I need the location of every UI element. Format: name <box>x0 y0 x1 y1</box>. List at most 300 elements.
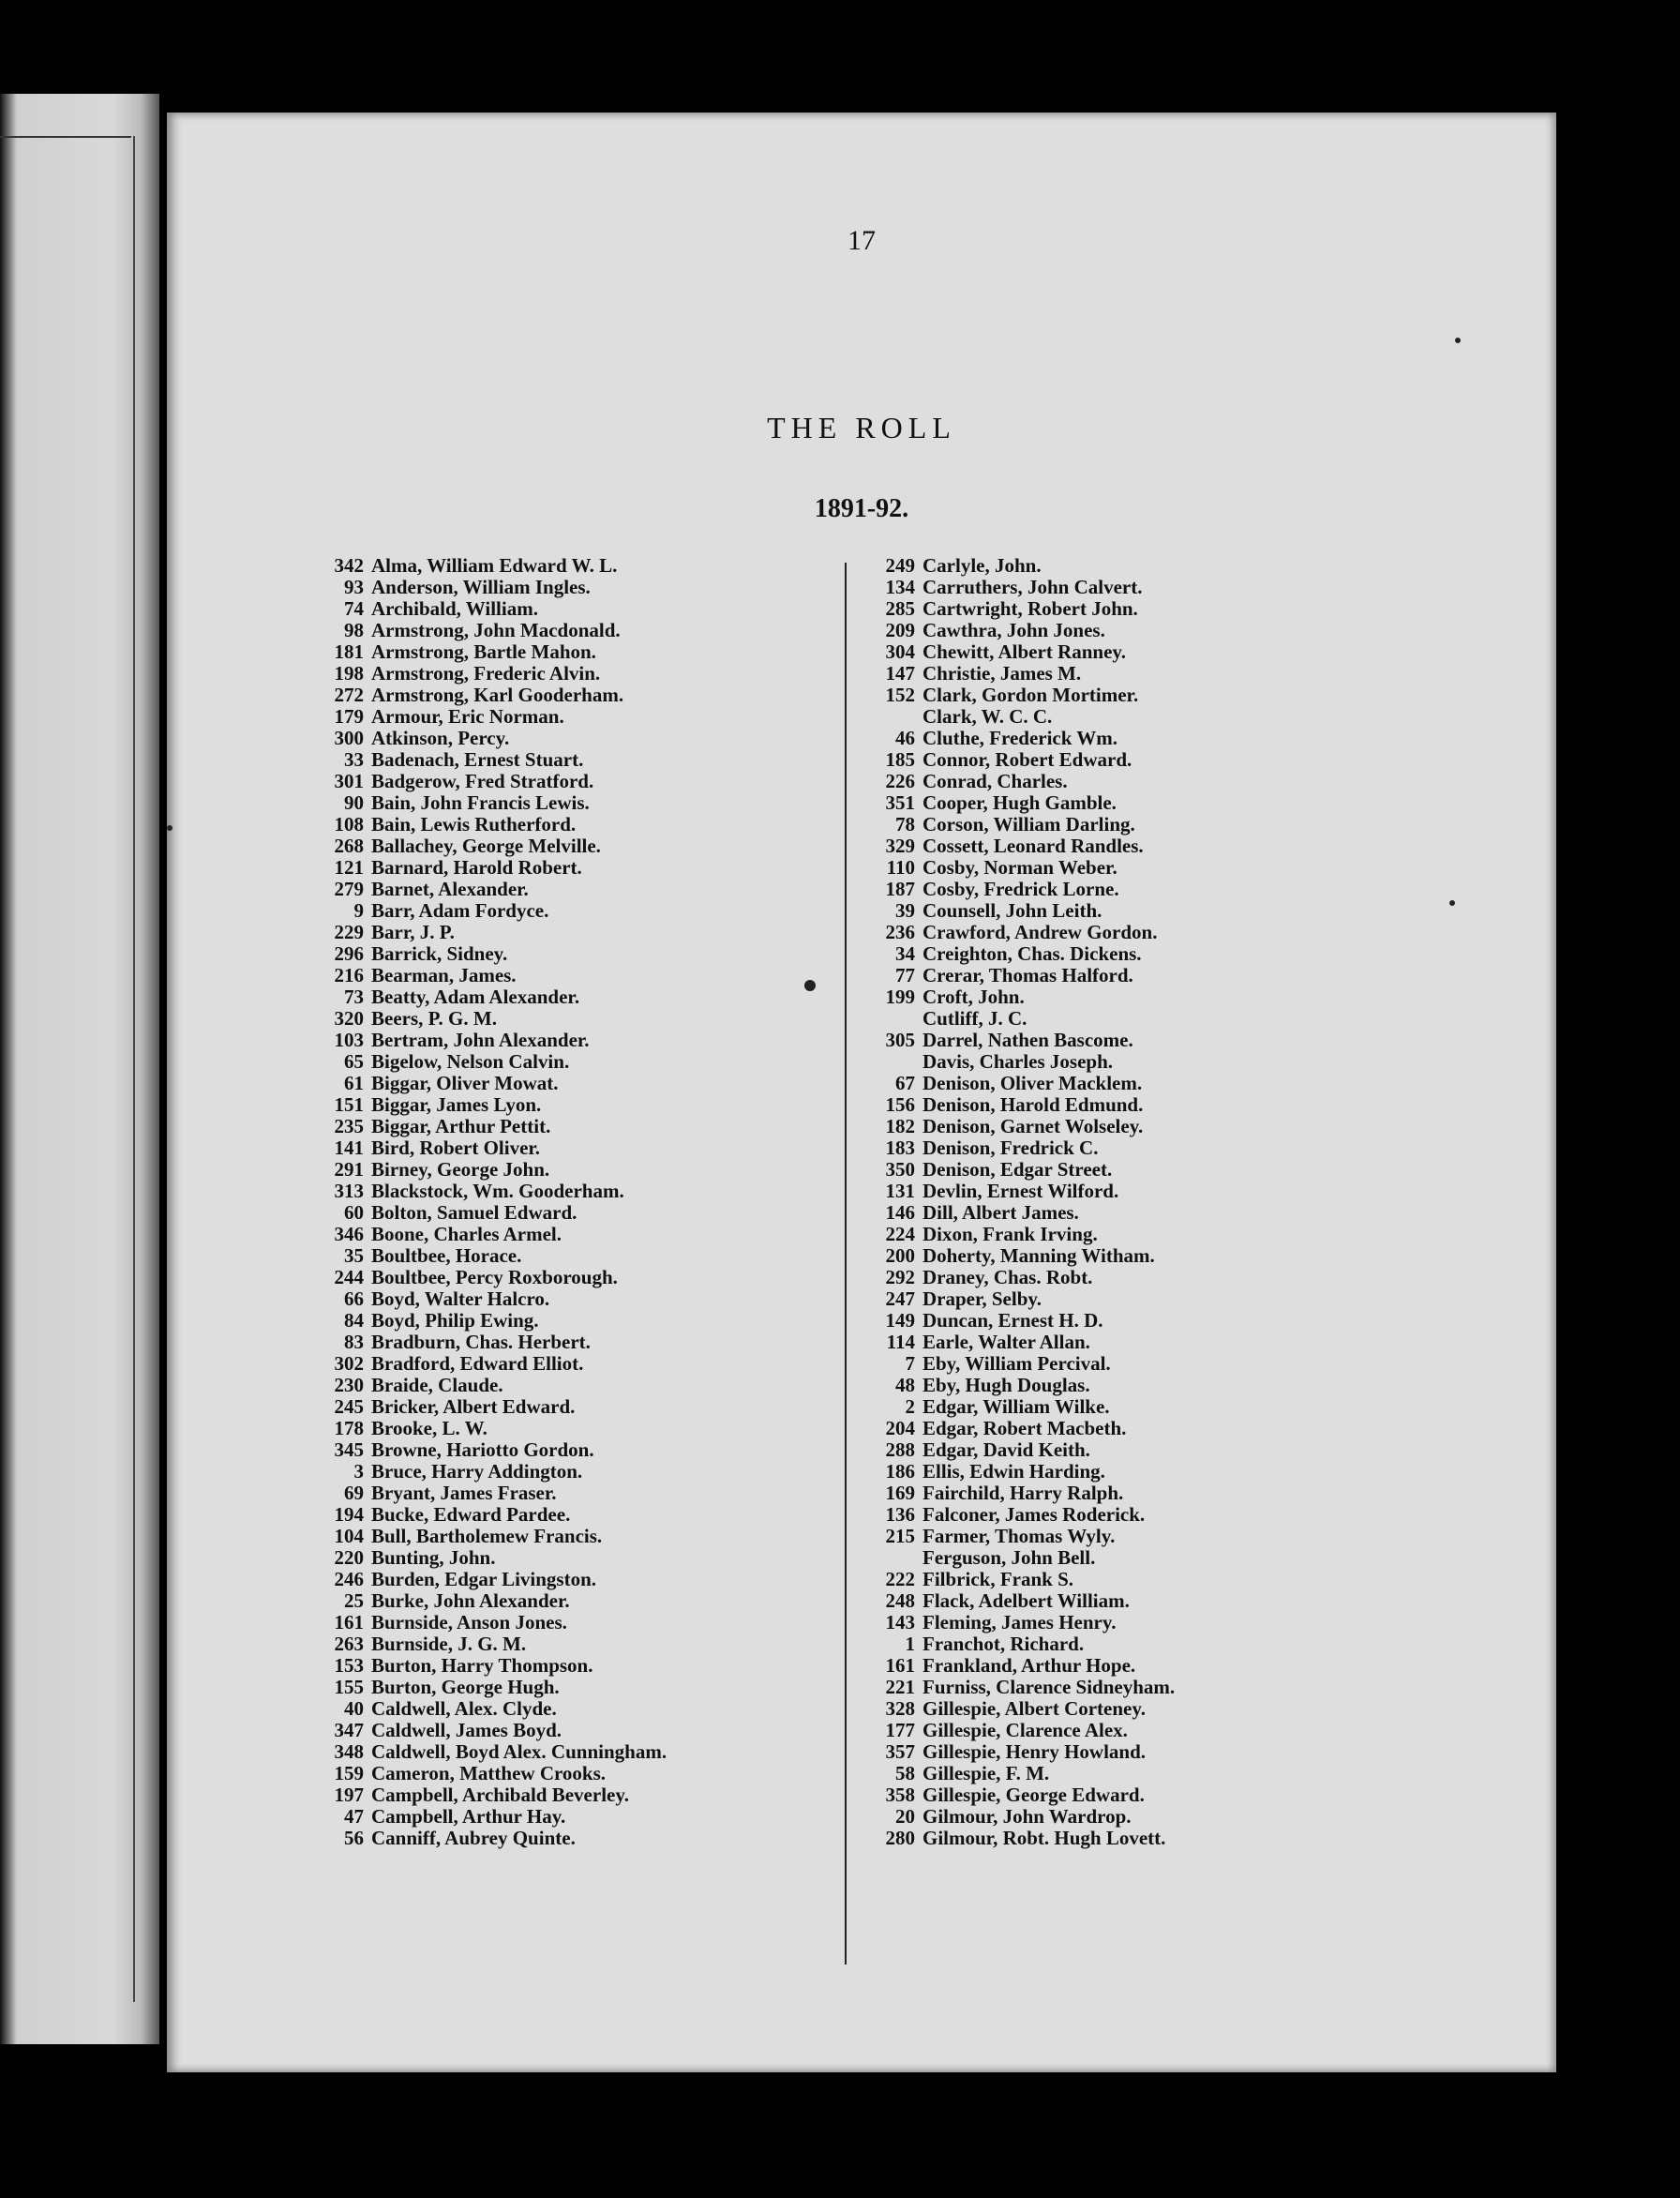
roll-entry <box>279 986 861 1008</box>
page-number: 17 <box>848 225 876 256</box>
roll-name: Bricker, Albert Edward. <box>371 1395 576 1418</box>
roll-name: Edgar, David Keith. <box>922 1438 1090 1461</box>
roll-entry <box>831 943 1506 965</box>
roll-number: 35 <box>344 1244 364 1267</box>
roll-entry <box>279 1008 861 1030</box>
roll-name: Burnside, Anson Jones. <box>371 1611 567 1633</box>
roll-entry <box>831 1159 1506 1181</box>
roll-name: Armstrong, Bartle Mahon. <box>371 640 596 663</box>
roll-number: 247 <box>885 1287 915 1310</box>
roll-number: 65 <box>344 1050 364 1073</box>
roll-entry <box>831 1677 1506 1698</box>
roll-name: Carruthers, John Calvert. <box>922 576 1143 598</box>
roll-entry <box>831 663 1506 685</box>
roll-number: 2 <box>905 1395 915 1418</box>
roll-number: 181 <box>334 640 364 663</box>
roll-name: Croft, John. <box>922 986 1025 1008</box>
roll-name: Fleming, James Henry. <box>922 1611 1117 1633</box>
roll-number: 48 <box>895 1374 915 1396</box>
roll-number: 104 <box>334 1525 364 1547</box>
roll-name: Earle, Walter Allan. <box>922 1331 1090 1353</box>
roll-name: Gillespie, F. M. <box>922 1762 1050 1784</box>
roll-name: Cosby, Fredrick Lorne. <box>922 878 1119 900</box>
roll-number: 1 <box>905 1633 915 1655</box>
roll-entry <box>279 620 861 641</box>
roll-name: Denison, Harold Edmund. <box>922 1093 1144 1116</box>
roll-number: 60 <box>344 1201 364 1224</box>
roll-name: Bryant, James Fraser. <box>371 1482 557 1504</box>
roll-name: Conrad, Charles. <box>922 770 1068 792</box>
roll-name: Bain, Lewis Rutherford. <box>371 813 577 836</box>
roll-name: Braide, Claude. <box>371 1374 503 1396</box>
roll-number: 200 <box>885 1244 915 1267</box>
roll-name: Flack, Adelbert William. <box>922 1589 1130 1612</box>
roll-number: 185 <box>885 748 915 771</box>
roll-entry <box>279 1590 861 1612</box>
roll-entry <box>279 1396 861 1418</box>
roll-number: 153 <box>334 1654 364 1677</box>
roll-number: 320 <box>334 1007 364 1030</box>
roll-name: Cluthe, Frederick Wm. <box>922 727 1118 749</box>
roll-name: Barr, J. P. <box>371 921 455 943</box>
roll-entry <box>831 1267 1506 1288</box>
roll-number: 346 <box>334 1223 364 1245</box>
roll-number: 155 <box>334 1676 364 1698</box>
facing-page-margin-line <box>133 136 135 2002</box>
roll-name: Badenach, Ernest Stuart. <box>371 748 584 771</box>
roll-entry <box>831 965 1506 986</box>
roll-name: Archibald, William. <box>371 597 538 620</box>
roll-number: 235 <box>334 1115 364 1137</box>
roll-number: 98 <box>344 619 364 641</box>
roll-entry <box>831 1720 1506 1741</box>
roll-name: Counsell, John Leith. <box>922 899 1102 922</box>
roll-name: Ballachey, George Melville. <box>371 835 601 857</box>
facing-page-edge <box>0 94 159 2044</box>
roll-name: Clark, Gordon Mortimer. <box>922 684 1139 706</box>
roll-entry <box>279 706 861 728</box>
roll-entry <box>279 879 861 900</box>
roll-name: Barr, Adam Fordyce. <box>371 899 549 922</box>
roll-name: Bruce, Harry Addington. <box>371 1460 583 1483</box>
roll-entry <box>831 1181 1506 1202</box>
roll-number: 114 <box>886 1331 915 1353</box>
roll-name: Frankland, Arthur Hope. <box>922 1654 1136 1677</box>
roll-name: Clark, W. C. C. <box>922 705 1053 728</box>
roll-number: 347 <box>334 1719 364 1741</box>
roll-name: Biggar, Arthur Pettit. <box>371 1115 551 1137</box>
roll-entry <box>831 1569 1506 1590</box>
roll-entry <box>831 900 1506 922</box>
roll-number: 77 <box>895 964 915 986</box>
roll-entry <box>279 1547 861 1569</box>
roll-number: 244 <box>334 1266 364 1288</box>
roll-name: Armour, Eric Norman. <box>371 705 564 728</box>
ink-speck <box>1455 338 1461 343</box>
roll-number: 248 <box>885 1589 915 1612</box>
roll-number: 285 <box>885 597 915 620</box>
roll-entry <box>279 1159 861 1181</box>
roll-number: 198 <box>334 662 364 685</box>
roll-number: 73 <box>344 986 364 1008</box>
roll-number: 350 <box>885 1158 915 1181</box>
roll-name: Denison, Oliver Macklem. <box>922 1072 1143 1094</box>
roll-entry <box>831 706 1506 728</box>
roll-entry <box>831 1741 1506 1763</box>
roll-name: Farmer, Thomas Wyly. <box>922 1525 1116 1547</box>
roll-number: 272 <box>334 684 364 706</box>
page-title: THE ROLL <box>767 411 956 444</box>
roll-entry <box>279 1677 861 1698</box>
roll-entry <box>831 1030 1506 1051</box>
roll-name: Anderson, William Ingles. <box>371 576 591 598</box>
roll-name: Cartwright, Robert John. <box>922 597 1138 620</box>
roll-entry <box>279 685 861 706</box>
roll-number: 313 <box>334 1180 364 1202</box>
ink-speck <box>1449 900 1455 906</box>
roll-name: Burden, Edgar Livingston. <box>371 1568 597 1590</box>
roll-number: 9 <box>353 899 364 922</box>
year-heading: 1891-92. <box>814 494 909 523</box>
roll-name: Browne, Hariotto Gordon. <box>371 1438 594 1461</box>
roll-name: Cawthra, John Jones. <box>922 619 1105 641</box>
roll-entry <box>279 836 861 857</box>
roll-entry <box>279 1698 861 1720</box>
roll-entry <box>279 1375 861 1396</box>
roll-entry <box>279 1030 861 1051</box>
roll-number: 222 <box>885 1568 915 1590</box>
roll-name: Caldwell, Boyd Alex. Cunningham. <box>371 1740 668 1763</box>
roll-entry <box>831 1288 1506 1310</box>
roll-number: 199 <box>885 986 915 1008</box>
roll-name: Biggar, James Lyon. <box>371 1093 542 1116</box>
roll-name: Beatty, Adam Alexander. <box>371 986 580 1008</box>
roll-name: Alma, William Edward W. L. <box>371 554 618 577</box>
roll-number: 78 <box>895 813 915 836</box>
roll-number: 301 <box>334 770 364 792</box>
roll-name: Chewitt, Albert Ranney. <box>922 640 1126 663</box>
roll-number: 83 <box>344 1331 364 1353</box>
roll-number: 178 <box>334 1417 364 1439</box>
roll-number: 216 <box>334 964 364 986</box>
facing-page-rule <box>0 136 131 138</box>
roll-number: 187 <box>885 878 915 900</box>
roll-number: 156 <box>885 1093 915 1116</box>
roll-entry <box>831 728 1506 749</box>
ink-speck <box>804 980 816 991</box>
roll-number: 46 <box>895 727 915 749</box>
roll-name: Christie, James M. <box>922 662 1082 685</box>
roll-name: Bolton, Samuel Edward. <box>371 1201 578 1224</box>
roll-entry <box>279 1806 861 1828</box>
roll-name: Creighton, Chas. Dickens. <box>922 942 1142 965</box>
roll-number: 147 <box>885 662 915 685</box>
roll-entry <box>279 1310 861 1332</box>
roll-name: Burton, Harry Thompson. <box>371 1654 593 1677</box>
roll-entry <box>831 857 1506 879</box>
roll-name: Bull, Bartholemew Francis. <box>371 1525 603 1547</box>
roll-name: Gillespie, Henry Howland. <box>922 1740 1147 1763</box>
roll-name: Gillespie, George Edward. <box>922 1784 1145 1806</box>
roll-number: 224 <box>885 1223 915 1245</box>
roll-number: 197 <box>334 1784 364 1806</box>
roll-number: 348 <box>334 1740 364 1763</box>
roll-number: 67 <box>895 1072 915 1094</box>
roll-number: 268 <box>334 835 364 857</box>
roll-number: 34 <box>895 942 915 965</box>
roll-entry <box>831 1547 1506 1569</box>
roll-name: Boone, Charles Armel. <box>371 1223 562 1245</box>
roll-number: 329 <box>885 835 915 857</box>
roll-entry <box>831 1698 1506 1720</box>
roll-name: Campbell, Archibald Beverley. <box>371 1784 629 1806</box>
roll-number: 90 <box>344 791 364 814</box>
roll-entry <box>279 728 861 749</box>
roll-entry <box>831 771 1506 792</box>
roll-entry <box>831 1224 1506 1245</box>
roll-entry <box>279 1784 861 1806</box>
roll-entry <box>279 1720 861 1741</box>
roll-name: Bain, John Francis Lewis. <box>371 791 590 814</box>
roll-entry <box>279 814 861 836</box>
roll-entry <box>279 749 861 771</box>
roll-entry <box>831 1332 1506 1353</box>
roll-name: Brooke, L. W. <box>371 1417 488 1439</box>
roll-entry <box>279 1418 861 1439</box>
roll-entry <box>279 1439 861 1461</box>
roll-name: Bigelow, Nelson Calvin. <box>371 1050 570 1073</box>
roll-entry <box>279 1763 861 1784</box>
roll-number: 110 <box>886 856 915 879</box>
roll-name: Cooper, Hugh Gamble. <box>922 791 1117 814</box>
roll-entry <box>831 1051 1506 1073</box>
roll-name: Boyd, Philip Ewing. <box>371 1309 539 1332</box>
roll-name: Eby, Hugh Douglas. <box>922 1374 1090 1396</box>
roll-entry <box>831 1633 1506 1655</box>
roll-entry <box>279 771 861 792</box>
roll-number: 39 <box>895 899 915 922</box>
roll-entry <box>831 922 1506 943</box>
roll-name: Furniss, Clarence Sidneyham. <box>922 1676 1176 1698</box>
roll-number: 103 <box>334 1029 364 1051</box>
roll-name: Gillespie, Clarence Alex. <box>922 1719 1128 1741</box>
roll-number: 47 <box>344 1805 364 1828</box>
roll-entry <box>831 1008 1506 1030</box>
roll-name: Boultbee, Horace. <box>371 1244 522 1267</box>
roll-number: 93 <box>344 576 364 598</box>
roll-entry <box>831 620 1506 641</box>
roll-number: 108 <box>334 813 364 836</box>
roll-number: 194 <box>334 1503 364 1526</box>
roll-number: 328 <box>885 1697 915 1720</box>
roll-entry <box>279 1483 861 1504</box>
roll-entry <box>279 1332 861 1353</box>
roll-number: 300 <box>334 727 364 749</box>
roll-number: 40 <box>344 1697 364 1720</box>
roll-name: Franchot, Richard. <box>922 1633 1085 1655</box>
roll-entry <box>831 555 1506 577</box>
roll-name: Davis, Charles Joseph. <box>922 1050 1114 1073</box>
roll-entry <box>831 1245 1506 1267</box>
roll-name: Cameron, Matthew Crooks. <box>371 1762 607 1784</box>
roll-name: Bradburn, Chas. Herbert. <box>371 1331 591 1353</box>
roll-name: Birney, George John. <box>371 1158 550 1181</box>
roll-entry <box>831 986 1506 1008</box>
roll-name: Caldwell, Alex. Clyde. <box>371 1697 557 1720</box>
roll-entry <box>831 1353 1506 1375</box>
roll-number: 56 <box>344 1827 364 1849</box>
roll-entry <box>831 1483 1506 1504</box>
roll-name: Burke, John Alexander. <box>371 1589 570 1612</box>
roll-number: 296 <box>334 942 364 965</box>
roll-entry <box>279 1741 861 1763</box>
roll-name: Biggar, Oliver Mowat. <box>371 1072 559 1094</box>
roll-name: Denison, Edgar Street. <box>922 1158 1113 1181</box>
roll-number: 229 <box>334 921 364 943</box>
roll-number: 143 <box>885 1611 915 1633</box>
roll-number: 25 <box>344 1589 364 1612</box>
roll-number: 230 <box>334 1374 364 1396</box>
roll-number: 220 <box>334 1546 364 1569</box>
roll-name: Doherty, Manning Witham. <box>922 1244 1155 1267</box>
roll-entry <box>279 1073 861 1094</box>
roll-number: 131 <box>885 1180 915 1202</box>
roll-name: Duncan, Ernest H. D. <box>922 1309 1103 1332</box>
roll-name: Connor, Robert Edward. <box>922 748 1132 771</box>
roll-entry <box>831 598 1506 620</box>
roll-number: 305 <box>885 1029 915 1051</box>
roll-entry <box>831 879 1506 900</box>
roll-name: Barnard, Harold Robert. <box>371 856 582 879</box>
roll-entry <box>831 1310 1506 1332</box>
roll-name: Corson, William Darling. <box>922 813 1135 836</box>
roll-name: Denison, Fredrick C. <box>922 1137 1099 1159</box>
roll-name: Crawford, Andrew Gordon. <box>922 921 1158 943</box>
roll-name: Cutliff, J. C. <box>922 1007 1028 1030</box>
roll-number: 161 <box>885 1654 915 1677</box>
roll-number: 152 <box>885 684 915 706</box>
roll-number: 121 <box>334 856 364 879</box>
roll-entry <box>279 555 861 577</box>
roll-entry <box>831 1590 1506 1612</box>
roll-name: Bunting, John. <box>371 1546 496 1569</box>
roll-entry <box>831 1784 1506 1806</box>
roll-entry <box>279 1181 861 1202</box>
roll-entry <box>279 792 861 814</box>
roll-name: Burton, George Hugh. <box>371 1676 560 1698</box>
roll-number: 169 <box>885 1482 915 1504</box>
roll-entry <box>831 685 1506 706</box>
roll-entry <box>279 965 861 986</box>
roll-number: 61 <box>344 1072 364 1094</box>
roll-name: Crerar, Thomas Halford. <box>922 964 1133 986</box>
roll-number: 302 <box>334 1352 364 1375</box>
roll-name: Bradford, Edward Elliot. <box>371 1352 584 1375</box>
roll-entry <box>279 857 861 879</box>
roll-entry <box>831 1763 1506 1784</box>
roll-number: 182 <box>885 1115 915 1137</box>
roll-name: Boultbee, Percy Roxborough. <box>371 1266 618 1288</box>
roll-number: 66 <box>344 1287 364 1310</box>
roll-number: 249 <box>885 554 915 577</box>
roll-entry <box>279 1828 861 1849</box>
roll-number: 358 <box>885 1784 915 1806</box>
roll-name: Canniff, Aubrey Quinte. <box>371 1827 576 1849</box>
roll-entry <box>831 1418 1506 1439</box>
roll-number: 183 <box>885 1137 915 1159</box>
roll-number: 204 <box>885 1417 915 1439</box>
roll-entry <box>279 922 861 943</box>
roll-number: 146 <box>885 1201 915 1224</box>
roll-name: Armstrong, Karl Gooderham. <box>371 684 624 706</box>
roll-entry <box>831 792 1506 814</box>
roll-name: Beers, P. G. M. <box>371 1007 497 1030</box>
roll-name: Gilmour, Robt. Hugh Lovett. <box>922 1827 1166 1849</box>
roll-entry <box>831 1655 1506 1677</box>
roll-entry <box>279 1094 861 1116</box>
roll-number: 151 <box>334 1093 364 1116</box>
roll-name: Devlin, Ernest Wilford. <box>922 1180 1119 1202</box>
roll-number: 236 <box>885 921 915 943</box>
roll-name: Draney, Chas. Robt. <box>922 1266 1093 1288</box>
roll-entry <box>279 1288 861 1310</box>
roll-number: 136 <box>885 1503 915 1526</box>
roll-name: Eby, William Percival. <box>922 1352 1111 1375</box>
roll-name: Carlyle, John. <box>922 554 1042 577</box>
roll-name: Cossett, Leonard Randles. <box>922 835 1144 857</box>
roll-name: Blackstock, Wm. Gooderham. <box>371 1180 624 1202</box>
roll-entry <box>831 1828 1506 1849</box>
roll-number: 292 <box>885 1266 915 1288</box>
roll-entry <box>279 1116 861 1137</box>
roll-name: Badgerow, Fred Stratford. <box>371 770 594 792</box>
roll-number: 280 <box>885 1827 915 1849</box>
roll-name: Draper, Selby. <box>922 1287 1042 1310</box>
roll-entry <box>279 943 861 965</box>
roll-number: 74 <box>344 597 364 620</box>
roll-entry <box>831 641 1506 663</box>
roll-name: Bird, Robert Oliver. <box>371 1137 541 1159</box>
roll-number: 304 <box>885 640 915 663</box>
roll-number: 161 <box>334 1611 364 1633</box>
roll-name: Dixon, Frank Irving. <box>922 1223 1098 1245</box>
roll-entry <box>831 814 1506 836</box>
roll-entry <box>831 1137 1506 1159</box>
roll-number: 177 <box>885 1719 915 1741</box>
roll-number: 342 <box>334 554 364 577</box>
roll-name: Barrick, Sidney. <box>371 942 508 965</box>
roll-number: 149 <box>885 1309 915 1332</box>
roll-name: Burnside, J. G. M. <box>371 1633 527 1655</box>
roll-name: Darrel, Nathen Bascome. <box>922 1029 1133 1051</box>
roll-entry <box>279 1224 861 1245</box>
roll-number: 209 <box>885 619 915 641</box>
roll-number: 226 <box>885 770 915 792</box>
roll-entry <box>279 1655 861 1677</box>
roll-number: 179 <box>334 705 364 728</box>
roll-number: 84 <box>344 1309 364 1332</box>
roll-name: Bearman, James. <box>371 964 517 986</box>
document-page <box>167 113 1556 2072</box>
roll-entry <box>279 1569 861 1590</box>
roll-number: 357 <box>885 1740 915 1763</box>
roll-entry <box>279 900 861 922</box>
roll-entry <box>831 1612 1506 1633</box>
roll-entry <box>279 663 861 685</box>
roll-name: Cosby, Norman Weber. <box>922 856 1118 879</box>
roll-entry <box>279 641 861 663</box>
roll-name: Barnet, Alexander. <box>371 878 529 900</box>
